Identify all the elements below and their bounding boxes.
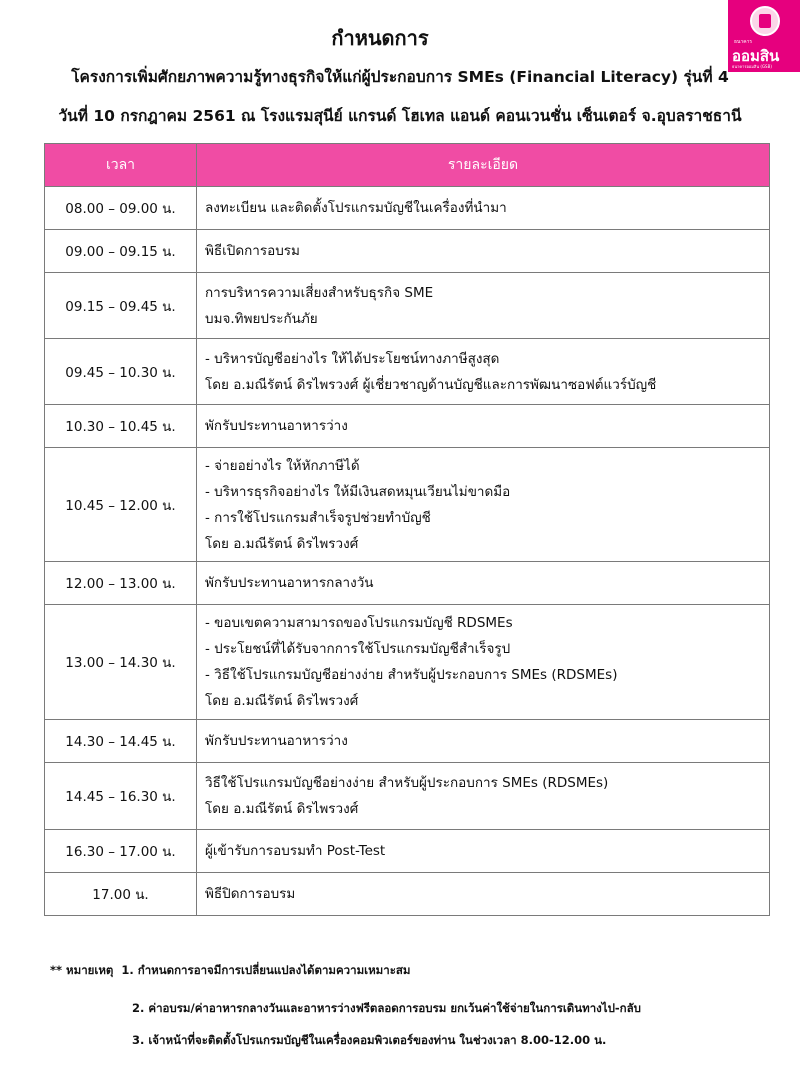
note-item: 2. ค่าอบรม/ค่าอาหารกลางวันและอาหารว่างฟรีตลอดการอบรม ยกเว้นค่าใช้จ่ายในการเดินทางไป-กลับ [132, 1001, 641, 1015]
detail-cell [197, 720, 770, 763]
logo-small-text: ธนาคาร [734, 39, 753, 45]
notes-prefix: ** หมายเหตุ [50, 963, 114, 977]
detail-cell [197, 605, 770, 720]
detail-line: พักรับประทานอาหารกลางวัน [205, 575, 374, 591]
detail-line: - การใช้โปรแกรมสำเร็จรูปช่วยทำบัญชี [205, 509, 431, 526]
time-cell: 10.45 – 12.00 น. [45, 448, 197, 562]
table-row [45, 720, 770, 763]
detail-cell [197, 562, 770, 605]
detail-line: การบริหารความเสี่ยงสำหรับธุรกิจ SME [205, 284, 434, 301]
time-cell: 16.30 – 17.00 น. [45, 830, 197, 873]
detail-line: - จ่ายอย่างไร ให้หักภาษีได้ [205, 457, 360, 474]
time-cell: 10.30 – 10.45 น. [45, 405, 197, 448]
date-venue-line: วันที่ 10 กรกฎาคม 2561 ณ โรงแรมสุนีย์ แกรนด์ โฮเทล แอนด์ คอนเวนชั่น เซ็นเตอร์ จ.อุบลราชธานี [58, 107, 742, 125]
detail-cell [197, 448, 770, 562]
detail-line: โดย อ.มณีรัตน์ ดิรไพรวงศ์ [205, 693, 359, 709]
detail-cell [197, 763, 770, 830]
table-row [45, 405, 770, 448]
detail-line: พิธีปิดการอบรม [205, 886, 296, 902]
table-row [45, 830, 770, 873]
detail-cell [197, 273, 770, 339]
time-cell: 08.00 – 09.00 น. [45, 187, 197, 230]
table-row [45, 448, 770, 562]
detail-cell [197, 230, 770, 273]
detail-line: พิธีเปิดการอบรม [205, 243, 300, 259]
project-subtitle: โครงการเพิ่มศักยภาพความรู้ทางธุรกิจให้แก่ผู้ประกอบการ SMEs (Financial Literacy) รุ่นที่ 4 [71, 68, 729, 86]
page-title: กำหนดการ [331, 26, 429, 50]
table-row [45, 605, 770, 720]
table-row [45, 339, 770, 405]
logo-brand-text: ออมสิน [732, 47, 780, 65]
time-cell: 09.00 – 09.15 น. [45, 230, 197, 273]
time-cell: 09.15 – 09.45 น. [45, 273, 197, 339]
time-cell: 17.00 น. [45, 873, 197, 916]
table-row [45, 187, 770, 230]
detail-line: - ขอบเขตความสามารถของโปรแกรมบัญชี RDSMEs [205, 615, 513, 631]
detail-cell [197, 830, 770, 873]
detail-line: วิธีใช้โปรแกรมบัญชีอย่างง่าย สำหรับผู้ประกอบการ SMEs (RDSMEs) [205, 775, 609, 791]
detail-line: โดย อ.มณีรัตน์ ดิรไพรวงศ์ [205, 535, 359, 552]
table-row [45, 873, 770, 916]
detail-cell [197, 405, 770, 448]
time-cell: 14.30 – 14.45 น. [45, 720, 197, 763]
logo-sub-text: ธนาคารออมสิน (GSB) [732, 64, 772, 69]
table-row [45, 562, 770, 605]
detail-line: - บริหารบัญชีอย่างไร ให้ได้ประโยชน์ทางภาษีสูงสุด [205, 350, 500, 367]
table-row [45, 230, 770, 273]
detail-cell [197, 339, 770, 405]
detail-line: ลงทะเบียน และติดตั้งโปรแกรมบัญชีในเครื่องที่นำมา [205, 200, 507, 216]
time-cell: 12.00 – 13.00 น. [45, 562, 197, 605]
detail-line: - ประโยชน์ที่ได้รับจากการใช้โปรแกรมบัญชีสำเร็จรูป [205, 641, 511, 657]
table-row [45, 273, 770, 339]
header-detail: รายละเอียด [197, 144, 770, 187]
time-cell: 09.45 – 10.30 น. [45, 339, 197, 405]
detail-cell [197, 187, 770, 230]
schedule-table [44, 143, 770, 916]
detail-line: โดย อ.มณีรัตน์ ดิรไพรวงศ์ [205, 801, 359, 817]
detail-line: ผู้เข้ารับการอบรมทำ Post-Test [205, 843, 386, 859]
note-item: 1. กำหนดการอาจมีการเปลี่ยนแปลงได้ตามความเหมาะสม [121, 963, 411, 977]
detail-line: พักรับประทานอาหารว่าง [205, 418, 348, 434]
time-cell: 14.45 – 16.30 น. [45, 763, 197, 830]
header-time: เวลา [45, 144, 197, 187]
detail-line: บมจ.ทิพยประกันภัย [205, 310, 318, 327]
detail-line: พักรับประทานอาหารว่าง [205, 733, 348, 749]
detail-line: - บริหารธุรกิจอย่างไร ให้มีเงินสดหมุนเวียนไม่ขาดมือ [205, 483, 511, 500]
table-header-row [45, 144, 770, 187]
detail-line: โดย อ.มณีรัตน์ ดิรไพรวงศ์ ผู้เชี่ยวชาญด้านบัญชีและการพัฒนาซอฟต์แวร์บัญชี [205, 376, 657, 393]
table-row [45, 763, 770, 830]
note-item: 3. เจ้าหน้าที่จะติดตั้งโปรแกรมบัญชีในเครื่องคอมพิวเตอร์ของท่าน ในช่วงเวลา 8.00-12.00 น. [132, 1033, 607, 1047]
time-cell: 13.00 – 14.30 น. [45, 605, 197, 720]
detail-line: - วิธีใช้โปรแกรมบัญชีอย่างง่าย สำหรับผู้ประกอบการ SMEs (RDSMEs) [205, 667, 618, 683]
schedule-body [45, 187, 770, 916]
detail-cell [197, 873, 770, 916]
